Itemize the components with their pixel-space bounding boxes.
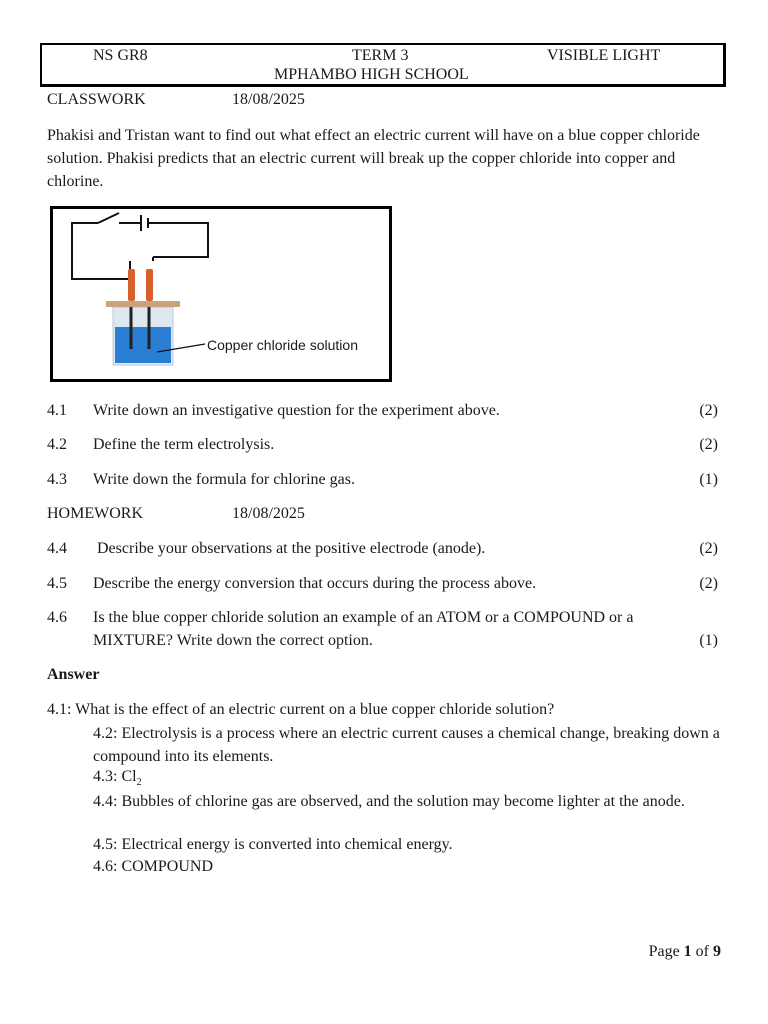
- question-marks: (2): [699, 540, 718, 557]
- answer-heading: Answer: [47, 666, 100, 683]
- subject-label: NS GR8: [93, 47, 148, 64]
- page-word: Page: [648, 943, 680, 960]
- wire-left: [72, 223, 130, 279]
- term-label: TERM 3: [352, 47, 409, 64]
- question-number: 4.2: [47, 436, 67, 453]
- answer-4-6: 4.6: COMPOUND: [93, 858, 214, 875]
- lid: [106, 301, 180, 307]
- school-name: MPHAMBO HIGH SCHOOL: [274, 66, 469, 83]
- answer-4-5: 4.5: Electrical energy is converted into chemical energy.: [93, 836, 453, 853]
- header-box: [40, 43, 726, 87]
- question-marks: (2): [699, 402, 718, 419]
- question-marks: (2): [699, 575, 718, 592]
- question-marks: (1): [699, 632, 718, 649]
- electrolysis-diagram: [50, 206, 392, 382]
- question-marks: (1): [699, 471, 718, 488]
- page-number: 1: [683, 943, 692, 960]
- question-text: Describe the energy conversion that occurs during the process above.: [93, 575, 537, 592]
- question-text: MIXTURE? Write down the correct option.: [93, 632, 373, 649]
- page-total: 9: [713, 943, 721, 960]
- question-number: 4.6: [47, 609, 67, 626]
- topic-label: VISIBLE LIGHT: [547, 47, 661, 64]
- question-number: 4.4: [47, 540, 67, 557]
- classwork-label: CLASSWORK: [47, 91, 146, 108]
- question-text: Write down an investigative question for the experiment above.: [93, 402, 500, 419]
- of-word: of: [695, 943, 709, 960]
- homework-date: 18/08/2025: [232, 505, 305, 522]
- homework-label: HOMEWORK: [47, 505, 143, 522]
- answer-4-3-subscript: 2: [136, 777, 142, 789]
- page-footer: [649, 943, 721, 961]
- question-text: Is the blue copper chloride solution an example of an ATOM or a COMPOUND or a: [93, 609, 634, 626]
- figure-label: Copper chloride solution: [207, 337, 358, 353]
- question-marks: (2): [699, 436, 718, 453]
- answer-4-1: 4.1: What is the effect of an electric current on a blue copper chloride solution?: [47, 701, 555, 718]
- question-number: 4.1: [47, 402, 67, 419]
- switch-icon: [98, 213, 119, 223]
- classwork-date: 18/08/2025: [232, 91, 305, 108]
- intro-paragraph: Phakisi and Tristan want to find out what effect an electric current will have on a blue copper chloride solution. Phakisi predicts that an electric current will break up the copper chloride into copper and chlorine.: [47, 127, 700, 190]
- answer-4-3-text: 4.3: Cl: [93, 768, 137, 785]
- question-number: 4.5: [47, 575, 67, 592]
- clip-left-icon: [128, 269, 135, 301]
- circuit-illustration: [53, 209, 389, 379]
- question-text: Describe your observations at the positive electrode (anode).: [97, 540, 486, 557]
- solution: [115, 327, 171, 363]
- clip-right-icon: [146, 269, 153, 301]
- question-text: Define the term electrolysis.: [93, 436, 275, 453]
- answer-4-2: 4.2: Electrolysis is a process where an electric current causes a chemical change, breaking down a compound into its elements.: [93, 725, 720, 765]
- answer-4-4: 4.4: Bubbles of chlorine gas are observed, and the solution may become lighter at the anode.: [93, 793, 685, 810]
- question-number: 4.3: [47, 471, 67, 488]
- wire-right: [148, 223, 208, 257]
- answer-4-3: [93, 768, 142, 788]
- question-text: Write down the formula for chlorine gas.: [93, 471, 355, 488]
